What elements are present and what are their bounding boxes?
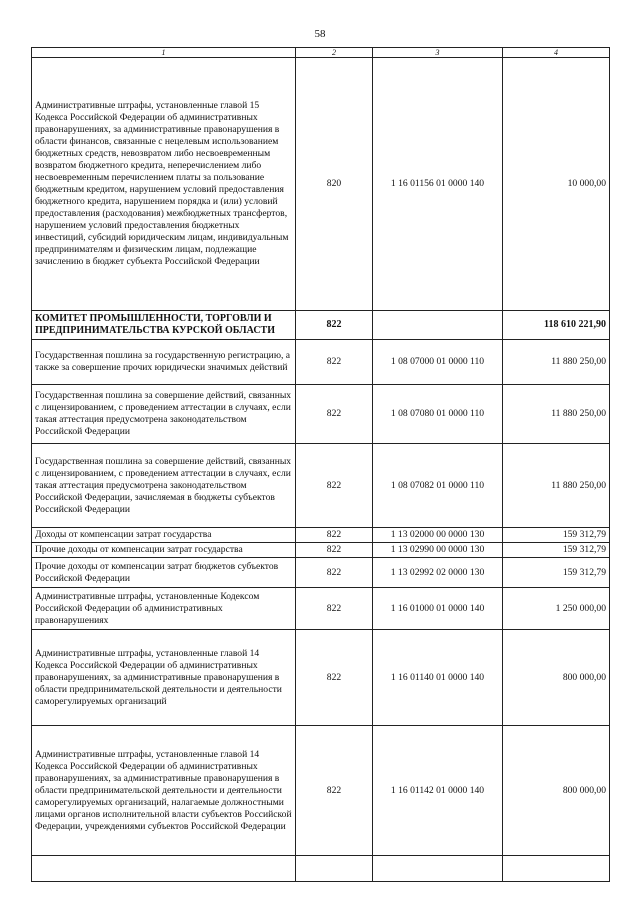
row-kbk-code: 1 16 01142 01 0000 140 (373, 726, 503, 856)
table-row-committee (32, 311, 610, 340)
row-description: Государственная пошлина за государственную регистрацию, а также за совершение прочих юридически значимых действий (32, 340, 296, 385)
row-kbk-code (373, 311, 503, 340)
row-description: Административные штрафы, установленные главой 15 Кодекса Российской Федерации об административных правонарушениях, за административные правонарушения в области финансов, связанные с нецелевым использованием бюджетных средств, невозвратом либо несвоевременным возвратом бюджетного кредита, неперечислением либо несвоевременным перечислением платы за пользование бюджетным кредитом, нарушением условий предоставления бюджетного кредита, нарушением порядка и (или) условий предоставления (расходования) межбюджетных трансфертов, нарушением условий предоставления бюджетных инвестиций, субсидий юридическим лицам, индивидуальным предпринимателям и физическим лицам, подлежащие зачислению в бюджет субъекта Российской Федерации (32, 58, 296, 311)
row-amount: 11 880 250,00 (503, 385, 610, 444)
row-description: Государственная пошлина за совершение действий, связанных с лицензированием, с проведением аттестации в случаях, если такая аттестация предусмотрена законодательством Российской Федерации, зачисляемая в бюджеты субъектов Российской Федерации (32, 444, 296, 528)
row-admin-code: 822 (296, 558, 373, 588)
row-amount: 1 250 000,00 (503, 588, 610, 630)
row-amount: 159 312,79 (503, 528, 610, 543)
row-amount: 800 000,00 (503, 630, 610, 726)
table-row (32, 340, 610, 385)
row-amount: 118 610 221,90 (503, 311, 610, 340)
table-row-continuation (32, 856, 610, 882)
row-admin-code: 822 (296, 444, 373, 528)
row-kbk-code: 1 08 07080 01 0000 110 (373, 385, 503, 444)
row-kbk-code: 1 08 07000 01 0000 110 (373, 340, 503, 385)
row-kbk-code: 1 13 02000 00 0000 130 (373, 528, 503, 543)
column-1-header: 1 (32, 48, 296, 58)
row-kbk-code: 1 16 01140 01 0000 140 (373, 630, 503, 726)
row-amount-empty (503, 856, 610, 882)
row-amount: 800 000,00 (503, 726, 610, 856)
row-kbk-code-empty (373, 856, 503, 882)
row-amount: 159 312,79 (503, 558, 610, 588)
column-number-header (32, 48, 610, 58)
table-row (32, 726, 610, 856)
row-kbk-code: 1 13 02990 00 0000 130 (373, 543, 503, 558)
column-3-header: 3 (373, 48, 503, 58)
row-admin-code: 822 (296, 311, 373, 340)
row-description: Прочие доходы от компенсации затрат бюджетов субъектов Российской Федерации (32, 558, 296, 588)
row-description: Административные штрафы, установленные главой 14 Кодекса Российской Федерации об административных правонарушениях, за административные правонарушения в области предпринимательской деятельности и деятельности саморегулируемых организаций (32, 630, 296, 726)
table-row (32, 528, 610, 543)
column-4-header: 4 (503, 48, 610, 58)
row-description: Административные штрафы, установленные главой 14 Кодекса Российской Федерации об административных правонарушениях, за административные правонарушения в области предпринимательской деятельности и деятельности саморегулируемых организаций, налагаемые должностными лицами органов исполнительной власти субъектов Российской Федерации, учреждениями субъектов Российской Федерации (32, 726, 296, 856)
page-number: 58 (314, 28, 326, 40)
table-row (32, 543, 610, 558)
row-admin-code: 822 (296, 726, 373, 856)
budget-revenue-table (31, 47, 610, 882)
row-admin-code: 822 (296, 340, 373, 385)
row-admin-code: 822 (296, 528, 373, 543)
row-amount: 11 880 250,00 (503, 340, 610, 385)
row-amount: 10 000,00 (503, 58, 610, 311)
row-amount: 11 880 250,00 (503, 444, 610, 528)
row-description: Прочие доходы от компенсации затрат государства (32, 543, 296, 558)
row-description: КОМИТЕТ ПРОМЫШЛЕННОСТИ, ТОРГОВЛИ И ПРЕДПРИНИМАТЕЛЬСТВА КУРСКОЙ ОБЛАСТИ (32, 311, 296, 340)
row-kbk-code: 1 08 07082 01 0000 110 (373, 444, 503, 528)
table-row (32, 630, 610, 726)
table-row (32, 385, 610, 444)
row-admin-code: 822 (296, 543, 373, 558)
row-kbk-code: 1 16 01156 01 0000 140 (373, 58, 503, 311)
row-admin-code: 822 (296, 588, 373, 630)
row-description: Государственная пошлина за совершение действий, связанных с лицензированием, с проведением аттестации в случаях, если такая аттестация предусмотрена законодательством Российской Федерации (32, 385, 296, 444)
table-row (32, 444, 610, 528)
row-admin-code: 822 (296, 630, 373, 726)
row-kbk-code: 1 16 01000 01 0000 140 (373, 588, 503, 630)
table-row (32, 588, 610, 630)
column-2-header: 2 (296, 48, 373, 58)
row-admin-code: 820 (296, 58, 373, 311)
table-row (32, 58, 610, 311)
row-description-empty (32, 856, 296, 882)
row-admin-code: 822 (296, 385, 373, 444)
row-amount: 159 312,79 (503, 543, 610, 558)
row-admin-code-empty (296, 856, 373, 882)
row-description: Административные штрафы, установленные Кодексом Российской Федерации об административных правонарушениях (32, 588, 296, 630)
row-kbk-code: 1 13 02992 02 0000 130 (373, 558, 503, 588)
table-row (32, 558, 610, 588)
row-description: Доходы от компенсации затрат государства (32, 528, 296, 543)
